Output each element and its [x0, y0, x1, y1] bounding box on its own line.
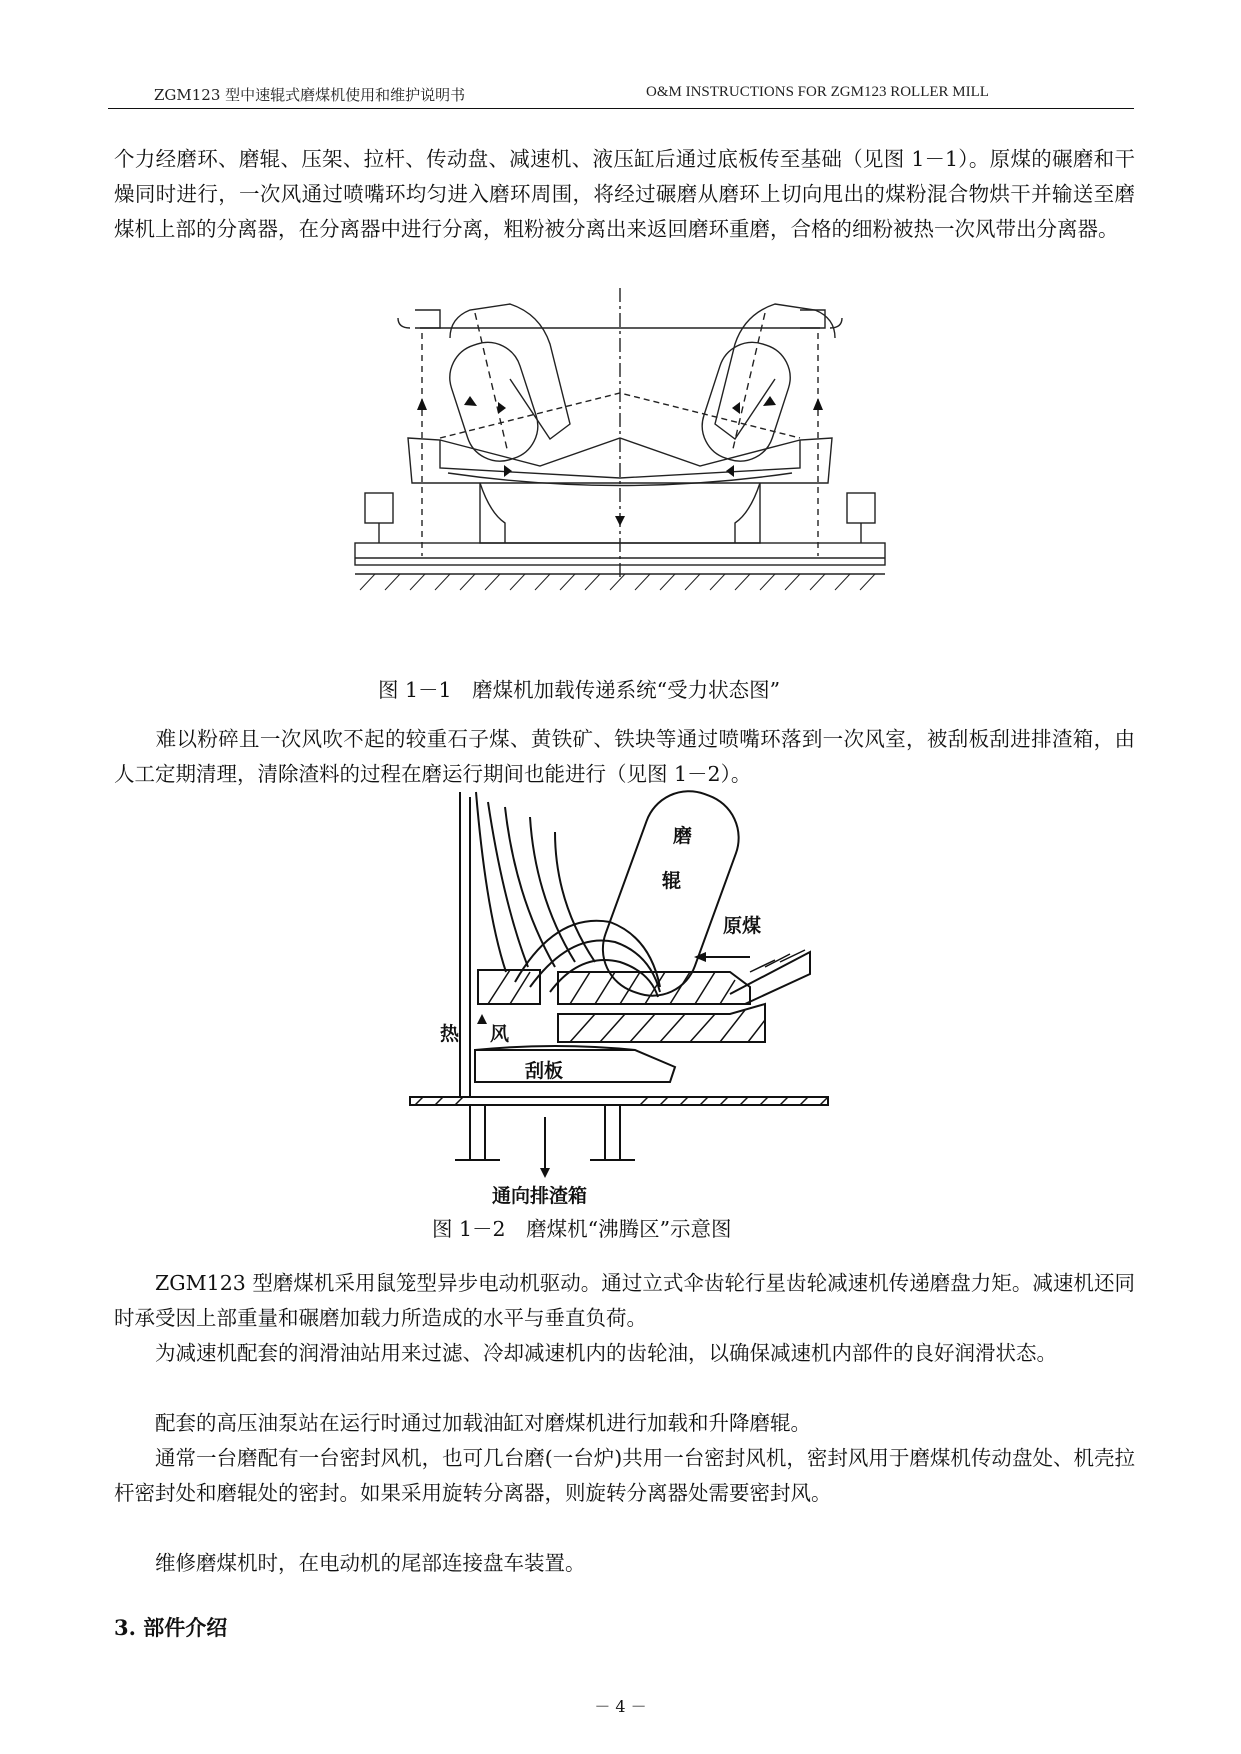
figure-1-2-diagram [430, 792, 810, 1212]
paragraph-5: 配套的高压油泵站在运行时通过加载油缸对磨煤机进行加载和升降磨辊。 [114, 1411, 811, 1435]
figure-1-1-diagram [380, 288, 860, 668]
hot-air-label-1: 热 [440, 1023, 460, 1045]
figure-1-1-caption: 图 1－1 磨煤机加载传递系统“受力状态图” [378, 678, 781, 702]
hot-air-label-2: 风 [490, 1023, 510, 1045]
roller-label-bottom: 辊 [662, 870, 682, 892]
raw-coal-label: 原煤 [723, 915, 762, 937]
header-rule [108, 108, 1134, 109]
paragraph-1: 个力经磨环、磨辊、压架、拉杆、传动盘、减速机、液压缸后通过底板传至基础（见图 1－1）。原煤的碾磨和干燥同时进行，一次风通过喷嘴环均匀进入磨环周围，将经过碾磨从磨环上切向甩出的煤粉混合物烘干并输送至磨煤机上部的分离器，在分离器中进行分离，粗粉被分离出来返回磨环重磨，合格的细粉被热一次风带出分离器。 [114, 147, 1135, 241]
section-heading: 3. 部件介绍 [114, 1615, 228, 1640]
paragraph-6: 通常一台磨配有一台密封风机，也可几台磨(一台炉)共用一台密封风机，密封风用于磨煤机传动盘处、机壳拉杆密封处和磨辊处的密封。如果采用旋转分离器，则旋转分离器处需要密封风。 [114, 1446, 1135, 1505]
paragraph-4: 为减速机配套的润滑油站用来过滤、冷却减速机内的齿轮油，以确保减速机内部件的良好润滑状态。 [114, 1341, 1057, 1365]
paragraph-3: ZGM123 型磨煤机采用鼠笼型异步电动机驱动。通过立式伞齿轮行星齿轮减速机传递磨盘力矩。减速机还同时承受因上部重量和碾磨加载力所造成的水平与垂直负荷。 [114, 1271, 1135, 1330]
paragraph-2: 难以粉碎且一次风吹不起的较重石子煤、黄铁矿、铁块等通过喷嘴环落到一次风室，被刮板刮进排渣箱，由人工定期清理，清除渣料的过程在磨运行期间也能进行（见图 1－2）。 [114, 727, 1135, 786]
header-right-title: O&M INSTRUCTIONS FOR ZGM123 ROLLER MILL [646, 84, 989, 100]
paragraph-7: 维修磨煤机时，在电动机的尾部连接盘车装置。 [114, 1551, 586, 1575]
header-left-title: ZGM123 型中速辊式磨煤机使用和维护说明书 [154, 86, 466, 104]
scraper-label: 刮板 [525, 1060, 564, 1082]
figure-1-2-caption: 图 1－2 磨煤机“沸腾区”示意图 [432, 1217, 732, 1241]
page-number: － 4 － [594, 1697, 647, 1716]
to-slag-box-label: 通向排渣箱 [492, 1185, 588, 1207]
roller-label-top: 磨 [673, 825, 693, 847]
